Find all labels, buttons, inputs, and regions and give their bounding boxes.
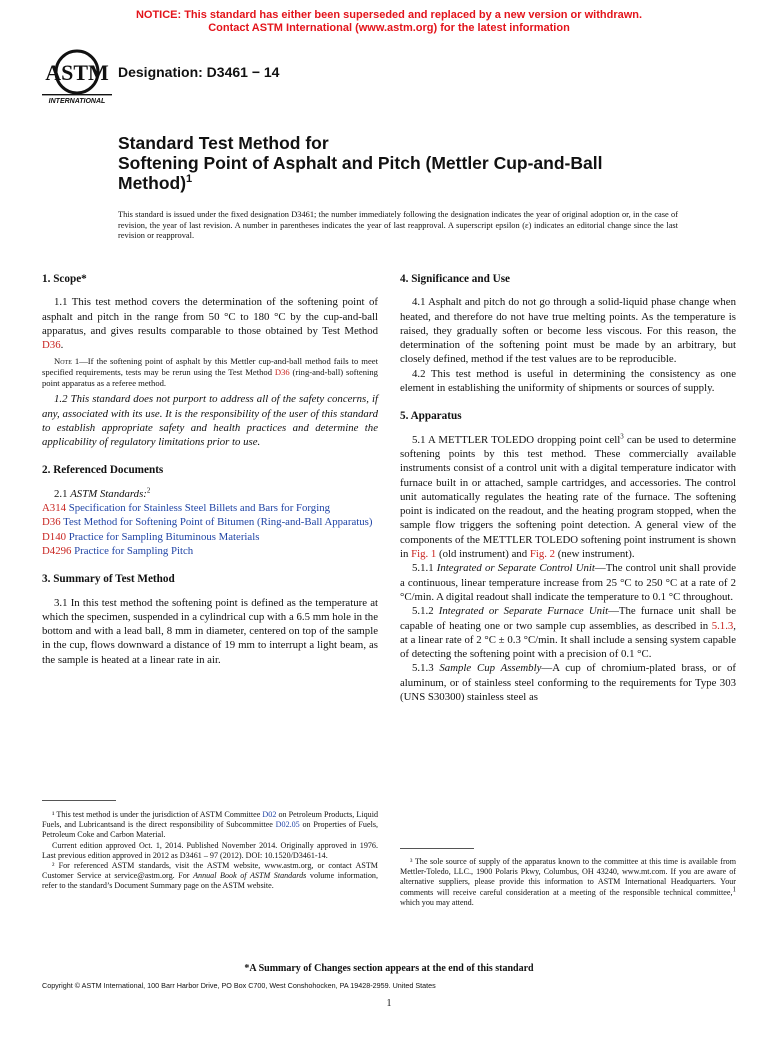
document-title <box>118 133 678 193</box>
paragraph-5-1-3: 5.1.3 Sample Cup Assembly—A cup of chromium-plated brass, or of aluminum, or of stainless steel conforming to the requirements for Type 303 (UNS S30300) stainless steel as <box>400 662 737 704</box>
paragraph-1-1: 1.1 This test method covers the determination of the softening point of asphalt and pitch in the range from 50 °C to 180 °C by the cup-and-ball apparatus, and gives results comparable to those obtained by Test Method D36. <box>42 296 378 352</box>
ref-item[interactable]: D4296 Practice for Sampling Pitch <box>42 544 194 557</box>
right-column <box>400 272 736 718</box>
paragraph-1-2: 1.2 This standard does not purport to address all of the safety concerns, if any, associated with its use. It is the responsibility of the user of this standard to establish appropriate safety and health practices and determine the applicability of regulatory limitations prior to use. <box>42 393 378 449</box>
section-heading: 1. Scope* <box>42 273 87 285</box>
footnote-rule <box>42 800 116 801</box>
section-summary <box>42 572 378 667</box>
paragraph-4-2: 4.2 This test method is useful in determining the consistency as one element in establishing the uniformity of shipments or sources of supply. <box>400 367 736 395</box>
issuance-statement: This standard is issued under the fixed designation D3461; the number immediately following the designation indicates the year of original adoption or, in the case of revision, the year of last revision. A number in parentheses indicates the year of last reapproval. A superscript epsilon (ε) indicates an editorial change since the last revision or reapproval. <box>118 210 678 240</box>
link-d02-05[interactable]: D02.05 <box>275 820 300 830</box>
footnotes-left <box>42 810 378 892</box>
link-fig-2[interactable]: Fig. 2 <box>529 548 556 561</box>
paragraph-5-1-2: 5.1.2 Integrated or Separate Furnace Unit—The furnace unit shall be capable of heating one or two sample cup assemblies, as described in 5.1.3, at a linear rate of 2 °C ± 0.3 °C/min. It shall include a sensing system capable of detecting the softening point with a precision of 0.1 °C. <box>400 605 736 661</box>
footnote-rule <box>400 848 474 849</box>
notice-line-1: NOTICE: This standard has either been superseded and replaced by a new version or withdrawn. <box>135 9 643 21</box>
link-d36[interactable]: D36 <box>42 339 61 352</box>
link-d02[interactable]: D02 <box>262 810 277 819</box>
astm-logo <box>42 47 112 105</box>
page-number: 1 <box>386 998 392 1009</box>
withdrawal-notice <box>0 9 778 35</box>
footnote-1: ¹ This test method is under the jurisdiction of ASTM Committee D02 on Petroleum Products, Liquid Fuels, and Lubricantsand is the direct responsibility of Subcommittee D02.05 on Properties of Fuels, Petroleum Coke and Carbon Material. <box>42 810 378 840</box>
paragraph-3-1: 3.1 In this test method the softening point is defined as the temperature at which the specimen, suspended in a cylindrical cup with a 6.5 mm hole in the bottom and with a lead ball, 8 mm in diameter, centered on top of the sample in the cup, flows downward a distance of 19 mm to interrupt a light beam, as the sample is heated at a linear rate in air. <box>42 596 378 666</box>
summary-of-changes-note: *A Summary of Changes section appears at the end of this standard <box>244 963 534 974</box>
link-d36-note[interactable]: D36 <box>274 367 290 378</box>
ref-item[interactable]: D36 Test Method for Softening Point of Bitumen (Ring-and-Ball Apparatus) <box>42 516 373 529</box>
section-heading: 2. Referenced Documents <box>42 464 164 477</box>
section-heading: 5. Apparatus <box>400 410 462 423</box>
footnote-1-edition: Current edition approved Oct. 1, 2014. Published November 2014. Originally approved in 1976. Last previous edition approved in 2012 as D3461 – 97 (2012). DOI: 10.1520/D3461-14. <box>42 840 378 860</box>
ref-item[interactable]: A314 Specification for Stainless Steel Billets and Bars for Forging <box>42 502 330 515</box>
link-5-1-3[interactable]: 5.1.3 <box>711 619 734 632</box>
section-apparatus <box>400 409 736 704</box>
designation: Designation: D3461 − 14 <box>118 64 280 80</box>
title-footnote-mark: 1 <box>186 173 193 186</box>
paragraph-5-1-1: 5.1.1 Integrated or Separate Control Unit—The control unit shall provide a continuous, linear temperature increase from 25 °C to 250 °C at a rate of 2 °C/min. A digital readout shall indicate the temperature to 0.1 °C throughout. <box>400 562 736 603</box>
astm-standards-label: 2.1 ASTM Standards:$^2$ <box>54 486 151 500</box>
title-line-2: Softening Point of Asphalt and Pitch (Mettler Cup-and-Ball <box>118 153 603 173</box>
section-significance <box>400 272 736 395</box>
copyright-line: Copyright © ASTM International, 100 Barr Harbor Drive, PO Box C700, West Conshohocken, PA 19428-2959. United States <box>42 981 436 990</box>
section-heading: 4. Significance and Use <box>400 273 511 285</box>
footnote-2: ² For referenced ASTM standards, visit the ASTM website, www.astm.org, or contact ASTM Customer Service at service@astm.org. For Annual Book of ASTM Standards volume information, refer to the standard’s Document Summary page on the ASTM website. <box>42 861 378 891</box>
logo-letters: ASTM <box>45 60 109 85</box>
logo-subtitle: INTERNATIONAL <box>48 98 106 105</box>
note-1: Note 1—If the softening point of asphalt by this Mettler cup-and-ball method fails to meet specified requirements, tests may be rerun using the Test Method D36 (ring-and-ball) softening point apparatus as a referee method. <box>42 356 378 388</box>
footnote-3: ³ The sole source of supply of the apparatus known to the committee at this time is available from Mettler-Toledo, LLC., 1900 Polaris Pkwy, Columbus, OH 43240, www.mt.com. If you are aware of alternative suppliers, please provide this information to ASTM International Headquarters. Your comments will receive careful consideration at a meeting of the responsible technical committee,$^1$ which you may attend. <box>400 857 736 907</box>
section-scope <box>42 272 378 449</box>
footnotes-right <box>400 857 736 908</box>
ref-item[interactable]: D140 Practice for Sampling Bituminous Materials <box>42 530 260 543</box>
paragraph-5-1: 5.1 A METTLER TOLEDO dropping point cell$^3$ can be used to determine softening points by this test method. These commercially available instruments consist of a control unit with a digital temperature indicator with furnace built in or attached, sample cartridges, and accessories. The control unit automatically regulates the heating rate of the furnace. The softening point is indicated on the readout, and the heating program stopped, when the sample flow triggers the softening point detection. A general view of the components of the METTLER TOLEDO softening point instrument is shown in Fig. 1 (old instrument) and Fig. 2 (new instrument). <box>400 432 736 561</box>
left-column <box>42 272 378 681</box>
notice-line-2: Contact ASTM International (www.astm.org) for the latest information <box>208 22 570 34</box>
paragraph-4-1: 4.1 Asphalt and pitch do not go through a solid-liquid phase change when heated, and therefore do not have true melting points. As the temperature is raised, they gradually soften or become less viscous. For this reason, the determination of the softening point must be made by an arbitrary, but closely defined, method if the test values are to be reproducible. <box>400 296 736 366</box>
link-fig-1[interactable]: Fig. 1 <box>411 548 437 561</box>
title-line-1: Standard Test Method for <box>118 133 329 153</box>
section-referenced-documents <box>42 463 378 558</box>
section-heading: 3. Summary of Test Method <box>42 573 175 586</box>
title-line-3: Method) <box>118 173 187 193</box>
